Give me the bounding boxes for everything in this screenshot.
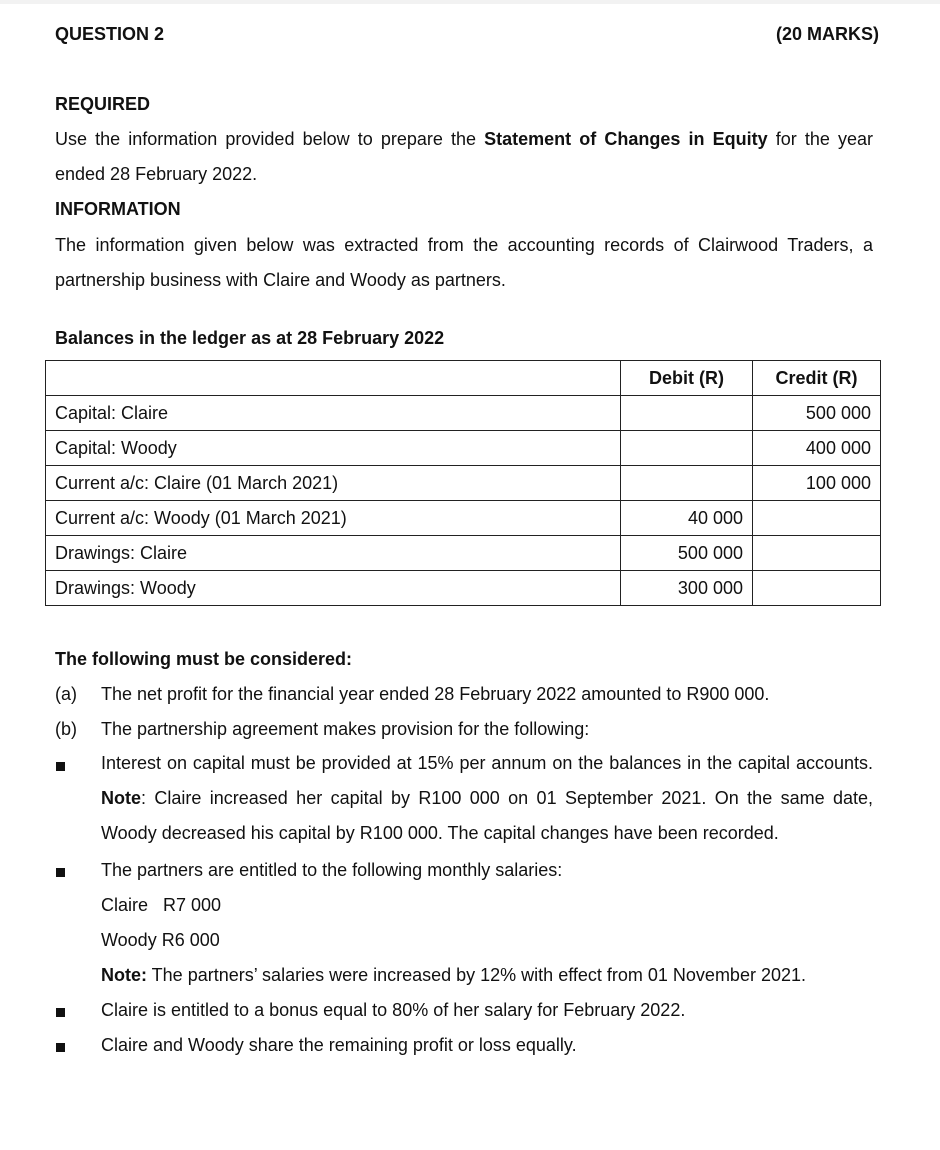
ledger-row-credit: [753, 501, 881, 536]
bullet-square-icon: [56, 1043, 65, 1052]
required-heading: REQUIRED: [55, 94, 151, 114]
interest-note-label: Note: [101, 788, 141, 808]
ledger-row: [46, 396, 881, 431]
ledger-row-debit: 500 000: [621, 536, 753, 571]
top-border: [0, 0, 940, 4]
information-heading: INFORMATION: [55, 199, 181, 219]
considerations-heading: The following must be considered:: [55, 649, 353, 669]
ledger-row-debit: 40 000: [621, 501, 753, 536]
bullet-interest-text: [101, 746, 873, 851]
bullet-bonus-text: Claire is entitled to a bonus equal to 80% of her salary for February 2022.: [101, 1000, 686, 1020]
ledger-row: [46, 536, 881, 571]
interest-rule: Interest on capital must be provided at 15% per annum on the balances in the capital accounts.: [101, 753, 873, 773]
ledger-row: [46, 431, 881, 466]
required-text-emphasis: Statement of Changes in Equity: [484, 129, 768, 149]
required-text-start: Use the information provided below to prepare the: [55, 129, 485, 149]
ledger-row-credit: 500 000: [753, 396, 881, 431]
ledger-title: Balances in the ledger as at 28 February 2022: [55, 328, 445, 348]
ledger-row-label: Capital: Claire: [46, 396, 621, 431]
ledger-row-credit: [753, 571, 881, 606]
ledger-row: [46, 466, 881, 501]
salary-woody: Woody R6 000: [101, 930, 220, 950]
ledger-header-row: [46, 361, 881, 396]
ledger-row-debit: [621, 431, 753, 466]
item-a-label: (a): [55, 684, 77, 704]
ledger-row-credit: [753, 536, 881, 571]
ledger-row-debit: [621, 466, 753, 501]
salary-note: [101, 965, 806, 986]
ledger-row-debit: [621, 396, 753, 431]
salary-note-text: The partners’ salaries were increased by 12% with effect from 01 November 2021.: [147, 965, 806, 985]
ledger-row-label: Current a/c: Woody (01 March 2021): [46, 501, 621, 536]
item-b-text: The partnership agreement makes provision for the following:: [101, 719, 590, 739]
question-title: QUESTION 2: [55, 24, 165, 44]
item-b-label: (b): [55, 719, 77, 739]
required-text-end: for the year ended 28 February 2022.: [55, 129, 874, 184]
ledger-row: [46, 571, 881, 606]
ledger-header-description: [46, 361, 621, 396]
ledger-row: [46, 501, 881, 536]
ledger-row-credit: 400 000: [753, 431, 881, 466]
salary-note-label: Note:: [101, 965, 147, 985]
bullet-profit-share-text: Claire and Woody share the remaining profit or loss equally.: [101, 1035, 577, 1055]
information-text: The information given below was extracted from the accounting records of Clairwood Traders, a partnership business with Claire and Woody as partners.: [55, 235, 873, 290]
ledger-table: [45, 360, 881, 606]
bullet-square-icon: [56, 1008, 65, 1017]
bullet-square-icon: [56, 762, 65, 771]
ledger-header-credit: Credit (R): [753, 361, 881, 396]
ledger-row-label: Drawings: Claire: [46, 536, 621, 571]
ledger-row-credit: 100 000: [753, 466, 881, 501]
bullet-square-icon: [56, 868, 65, 877]
marks-label: (20 MARKS): [776, 24, 880, 44]
bullet-salaries-text: The partners are entitled to the following monthly salaries:: [101, 860, 563, 880]
salary-claire: Claire R7 000: [101, 895, 222, 915]
ledger-row-label: Capital: Woody: [46, 431, 621, 466]
interest-note-text: : Claire increased her capital by R100 000 on 01 September 2021. On the same date, Woody decreased his capital by R100 000. The capital changes have been recorded.: [101, 788, 873, 843]
required-text: [55, 122, 873, 192]
ledger-row-label: Current a/c: Claire (01 March 2021): [46, 466, 621, 501]
item-a-text: The net profit for the financial year ended 28 February 2022 amounted to R900 000.: [101, 684, 770, 704]
ledger-row-label: Drawings: Woody: [46, 571, 621, 606]
ledger-header-debit: Debit (R): [621, 361, 753, 396]
ledger-row-debit: 300 000: [621, 571, 753, 606]
